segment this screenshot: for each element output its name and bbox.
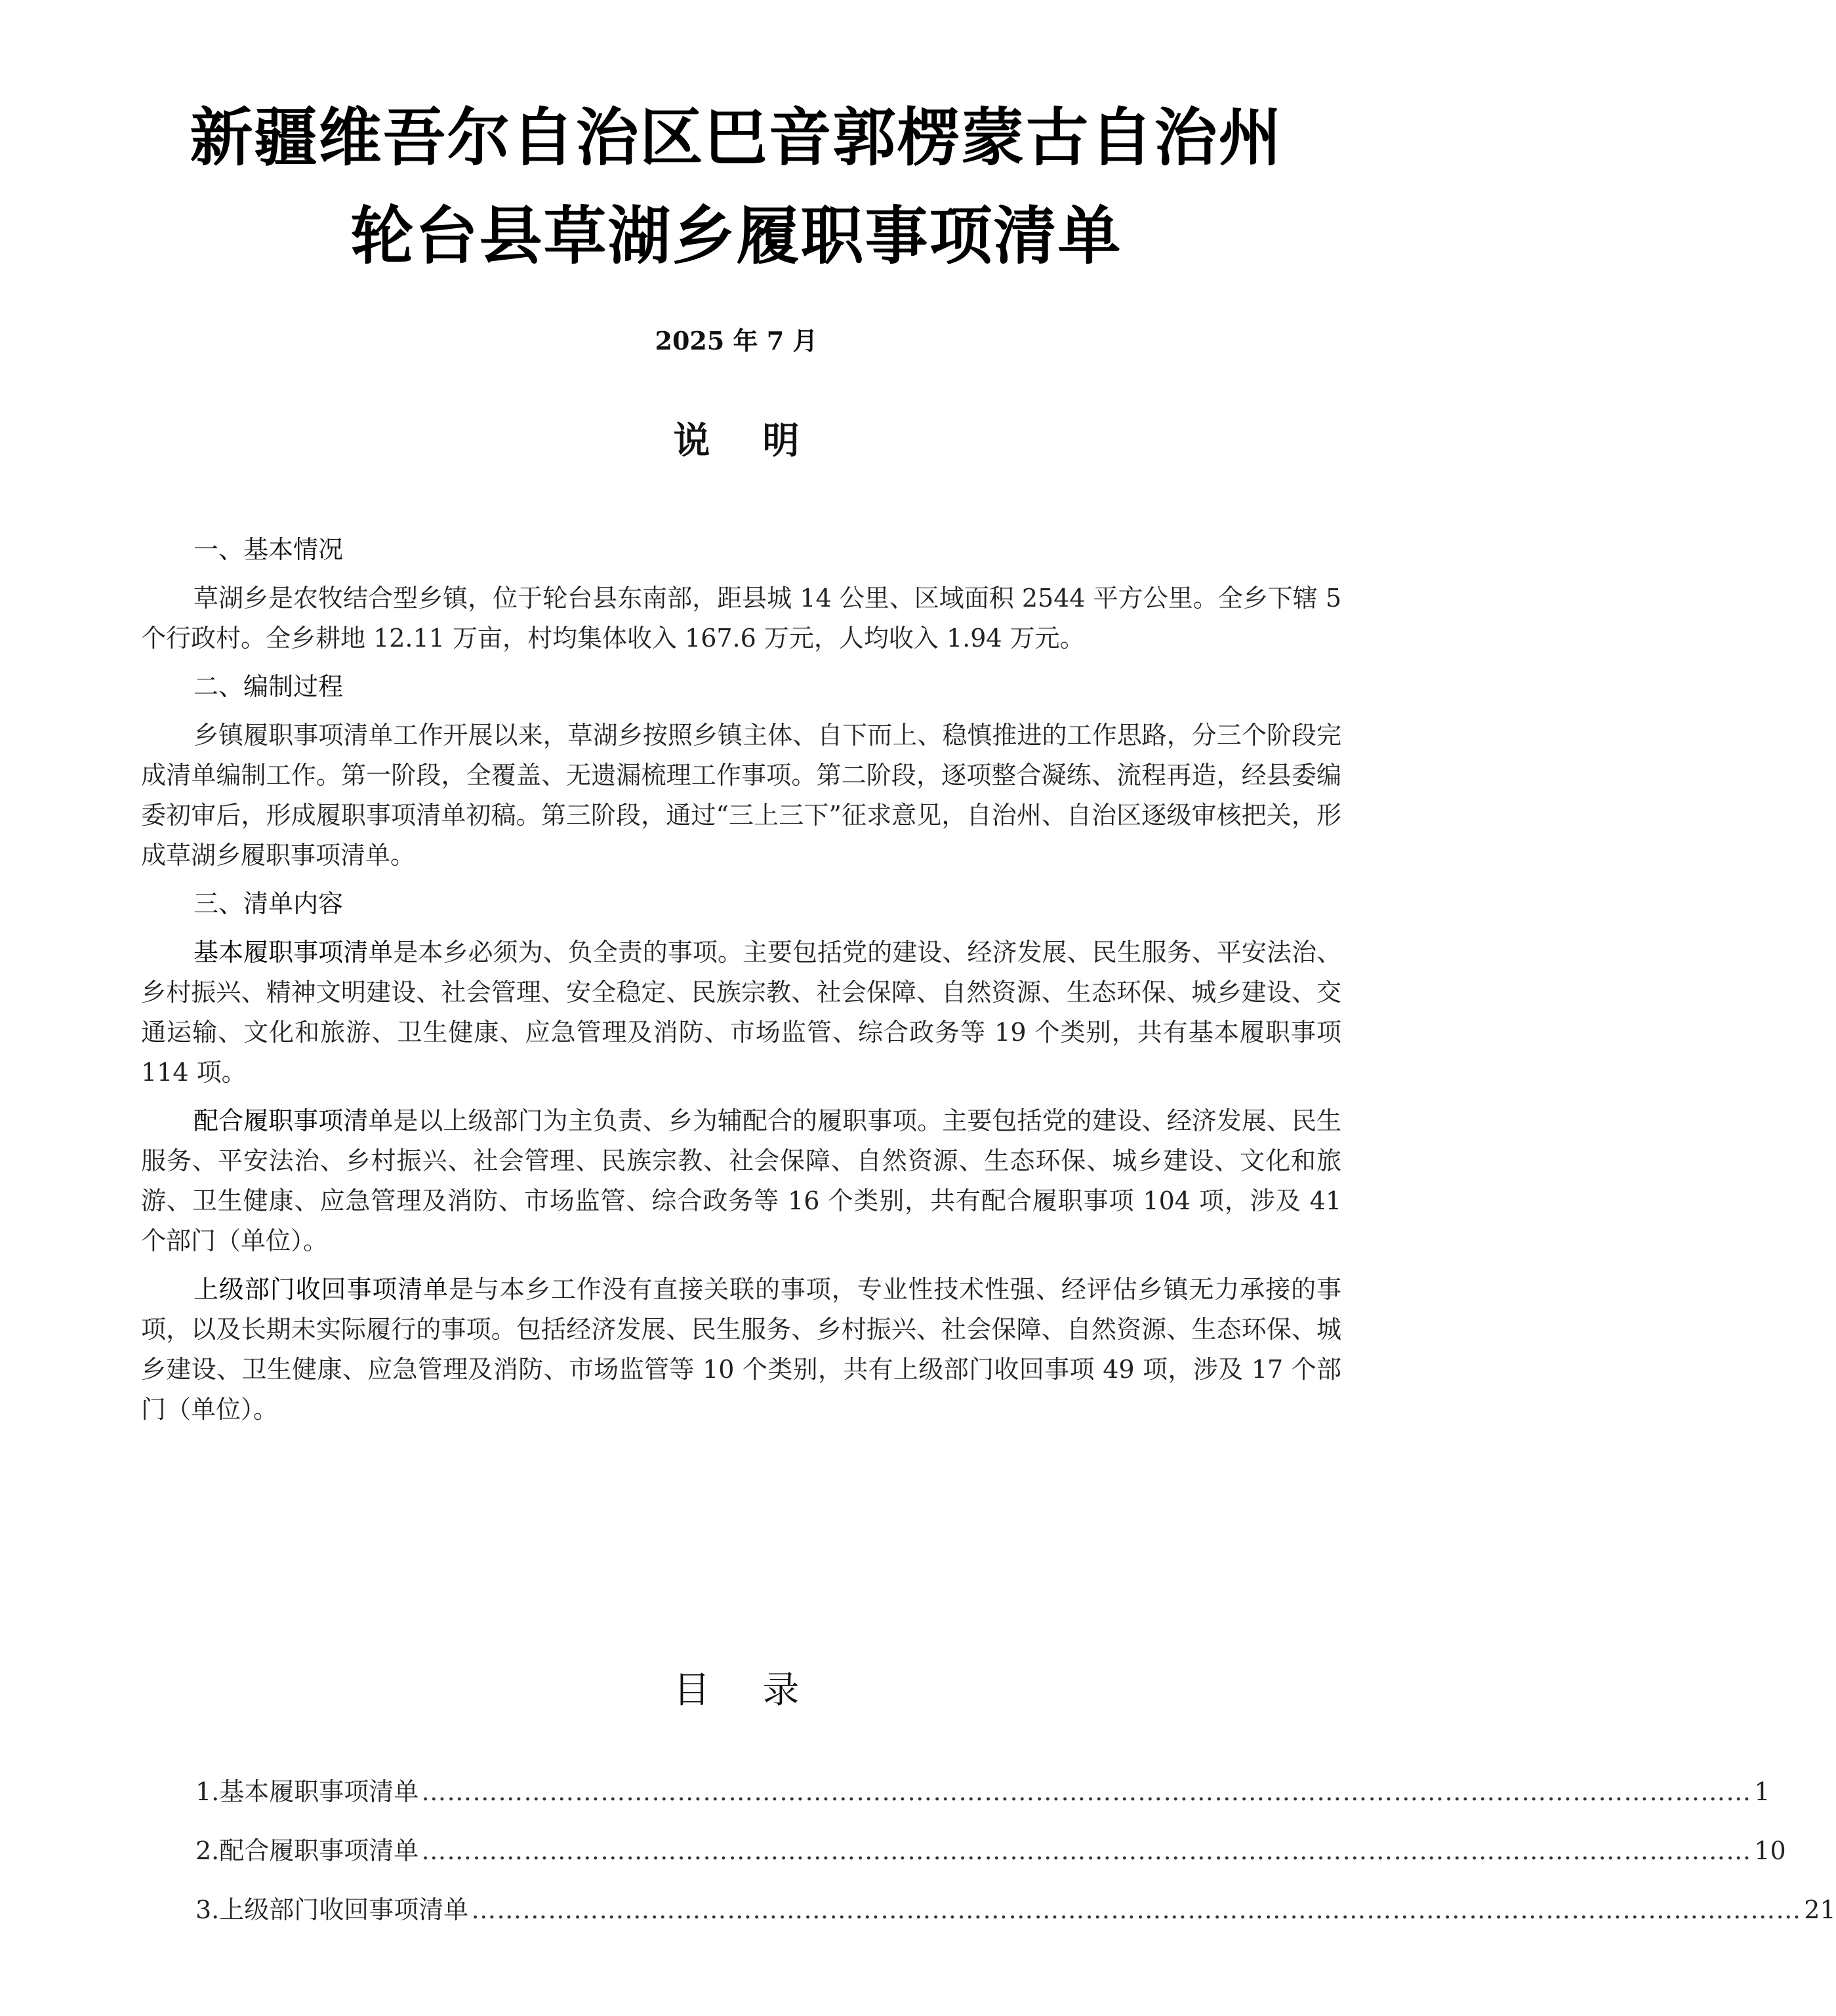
toc-item[interactable] [195, 1777, 1770, 1836]
section-heading-contents: 三、清单内容 [194, 889, 344, 918]
document-title-line-2: 轮台县草湖乡履职事项清单 [350, 199, 1122, 273]
toc-item-label: 1.基本履职事项清单 [195, 1777, 419, 1806]
paragraph-basic-info [141, 578, 1341, 658]
paragraph-text: 是本乡必须为、负全责的事项。主要包括党的建设、经济发展、民生服务、平安法治、乡村振兴、精神文明建设、社会管理、安全稳定、民族宗教、社会保障、自然资源、生态环保、城乡建设、交通运输、文化和旅游、卫生健康、应急管理及消防、市场监管、综合政务等 19 个类别，共有基本履职事项 114 项。 [141, 938, 1341, 1087]
toc-item[interactable] [195, 1895, 1836, 1954]
toc-item-page: 1 [1754, 1777, 1770, 1806]
paragraph-basic-list [141, 933, 1341, 1093]
paragraph-text: 是以上级部门为主负责、乡为辅配合的履职事项。主要包括党的建设、经济发展、民生服务、平安法治、乡村振兴、社会管理、民族宗教、社会保障、自然资源、生态环保、城乡建设、文化和旅游、卫生健康、应急管理及消防、市场监管、综合政务等 16 个类别，共有配合履职事项 104 项，涉及 41 个部门（单位）。 [141, 1106, 1341, 1255]
toc-item-page: 21 [1804, 1895, 1836, 1924]
toc-item[interactable] [195, 1836, 1786, 1895]
paragraph-withdrawn-list [141, 1270, 1341, 1430]
paragraph-compilation [141, 716, 1341, 876]
paragraph-text: 草湖乡是农牧结合型乡镇，位于轮台县东南部，距县城 14 公里、区域面积 2544 平方公里。全乡下辖 5 个行政村。全乡耕地 12.11 万亩，村均集体收入 167.6 万元，人均收入 1.94 万元。 [141, 584, 1341, 653]
paragraph-cooperative-list [141, 1101, 1341, 1261]
paragraph-lead: 基本履职事项清单 [194, 938, 394, 967]
explanation-heading: 说明 [673, 420, 852, 462]
toc-item-label: 2.配合履职事项清单 [195, 1836, 419, 1865]
toc-leader-dots: ………………………………………………………………………………………………………………………………………… [421, 1836, 1752, 1865]
section-heading-basic-info: 一、基本情况 [194, 535, 344, 564]
explanation-body [141, 530, 1341, 1430]
table-of-contents [195, 1777, 1836, 1954]
toc-heading: 目录 [673, 1669, 852, 1712]
paragraph-text: 是与本乡工作没有直接关联的事项，专业性技术性强、经评估乡镇无力承接的事项，以及长期未实际履行的事项。包括经济发展、民生服务、乡村振兴、社会保障、自然资源、生态环保、城乡建设、卫生健康、应急管理及消防、市场监管等 10 个类别，共有上级部门收回事项 49 项，涉及 17 个部门（单位）。 [141, 1275, 1341, 1424]
toc-leader-dots: ………………………………………………………………………………………………………………………………………… [471, 1895, 1802, 1924]
paragraph-lead: 上级部门收回事项清单 [194, 1275, 449, 1304]
toc-leader-dots: ………………………………………………………………………………………………………………………………………… [421, 1777, 1752, 1806]
section-heading-compilation: 二、编制过程 [194, 672, 344, 701]
toc-item-label: 3.上级部门收回事项清单 [195, 1895, 469, 1924]
document-date: 2025 年 7 月 [655, 326, 818, 355]
toc-item-page: 10 [1754, 1836, 1786, 1865]
paragraph-lead: 配合履职事项清单 [194, 1106, 394, 1135]
paragraph-text: 乡镇履职事项清单工作开展以来，草湖乡按照乡镇主体、自下而上、稳慎推进的工作思路，分三个阶段完成清单编制工作。第一阶段，全覆盖、无遗漏梳理工作事项。第二阶段，逐项整合凝练、流程再造，经县委编委初审后，形成履职事项清单初稿。第三阶段，通过“三上三下”征求意见，自治州、自治区逐级审核把关，形成草湖乡履职事项清单。 [141, 721, 1341, 870]
document-title-line-1: 新疆维吾尔自治区巴音郭楞蒙古自治州 [190, 101, 1283, 174]
